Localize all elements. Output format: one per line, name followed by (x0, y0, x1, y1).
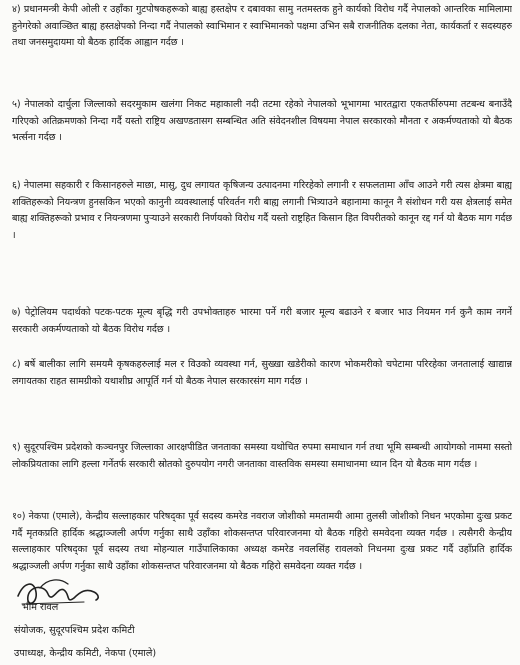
signatory-name: भीम रावल (22, 602, 59, 613)
point-10: १०) नेकपा (एमाले), केन्द्रीय सल्लाहकार परिषद्का पूर्व सदस्य कमरेड नवराज जोशीको ममतामयी आमा तुलसी जोशीको निधन भएकोमा दुःख प्रकट गर्दै मृतकप्रति हार्दिक श्रद्धाञ्जली अर्पण गर्नुका साथै उहाँका शोकसन्तप्त परिवारजनमा यो बैठक गहिरो समवेदना व्यक्त गर्दछ । त्यसैगरी केन्द्रीय सल्लाहकार परिषद्का पूर्व सदस्य तथा मोहन्याल गाउँपालिकाका अध्यक्ष कमरेड नवलसिंह रावलको निधनमा दुःख प्रकट गर्दै उहाँप्रति हार्दिक श्रद्धाञ्जली अर्पण गर्नुका साथै उहाँका शोकसन्तप्त परिवारजनमा यो बैठक गहिरो समवेदना व्यक्त गर्दछ । (12, 511, 512, 572)
point-8: ८) बर्षे बालीका लागि समयमै कृषकहरुलाई मल र विउको व्यवस्था गर्न, सुख्खा खडेरीको कारण भोकमरीको चपेटामा परिरहेका जनतालाई खाद्यान्न लगायतका राहत सामग्रीको यथाशीघ्र आपूर्ति गर्न यो बैठक नेपाल सरकारसंग माग गर्दछ । (12, 359, 512, 387)
point-7: ७) पेट्रोलियम पदार्थको पटक-पटक मूल्य बृद्धि गरी उपभोक्ताहरु भारमा पर्ने गरी बजार मूल्य बढाउने र बजार भाउ नियमन गर्न कुनै काम नगर्ने सरकारी अकर्मण्यताको यो बैठक विरोध गर्दछ । (12, 307, 512, 335)
point-9: ९) सुदूरपश्चिम प्रदेशको कञ्चनपुर जिल्लाका आरक्षपीडित जनताका समस्या यथोचित रुपमा समाधान गर्न तथा भूमि सम्बन्धी आयोगको नाममा सस्तो लोकप्रियताका लागि हल्ला गर्नेतर्फ सरकारी स्रोतको दुरुपयोग नगरी जनताका वास्तविक समस्या समाधानमा ध्यान दिन यो बैठक माग गर्दछ । (12, 442, 512, 470)
point-4: ४) प्रधानमन्त्री केपी ओली र उहाँका गुटपोषकहरूको बाह्य हस्तक्षेप र दबावका सामु नतमस्तक हुने कार्यको विरोध गर्दै नेपालको आन्तरिक मामिलामा हुनेगरेको अवाञ्छित बाह्य हस्तक्षेपको निन्दा गर्दै नेपालको स्वाभिमान र स्वाभिमानको पक्षमा उभिन सबै राजनीतिक दलका नेता, कार्यकर्ता र सदस्यहरु तथा जनसमुदायमा यो बैठक हार्दिक आह्वान गर्दछ । (12, 4, 512, 49)
point-6: ६) नेपालमा सहकारी र किसानहरुले माछा, मासु, दुध लगायत कृषिजन्य उत्पादनमा गरिरहेको लगानी र सफलतामा आँच आउने गरी त्यस क्षेत्रमा बाह्य शक्तिहरूको नियन्त्रण हुनसकिन भएको कानुनी व्यवस्थालाई परिवर्तन गरी बाह्य लगानी भित्र्याउने बहानामा कानून नै संशोधन गरी यस क्षेत्रलाई समेत बाह्य शक्तिहरूको प्रभाव र नियन्त्रणमा पुऱ्याउने सरकारी निर्णयको विरोध गर्दै यस्तो राष्ट्रहित किसान हित विपरीतको कानून रद्द गर्न यो बैठक माग गर्दछ । (12, 180, 512, 241)
signatory-role-2: उपाध्यक्ष, केन्द्रीय कमिटी, नेकपा (एमाले) (14, 648, 157, 659)
point-5: ५) नेपालको दार्चुला जिल्लाको सदरमुकाम खलंगा निकट महाकाली नदी तटमा रहेको नेपालको भूभागमा भारतद्वारा एकतर्फीरुपमा तटबन्ध बनाउँदै गरिएको अतिक्रमणको निन्दा गर्दै यस्तो राष्ट्रिय अखण्डतासग सम्बन्धित अति संवेदनशील विषयमा नेपाल सरकारको मौनता र अकर्मण्यताको यो बैठक भर्त्सना गर्दछ । (12, 99, 512, 144)
signatory-role-1: संयोजक, सुदूरपश्चिम प्रदेश कमिटी (14, 625, 135, 636)
